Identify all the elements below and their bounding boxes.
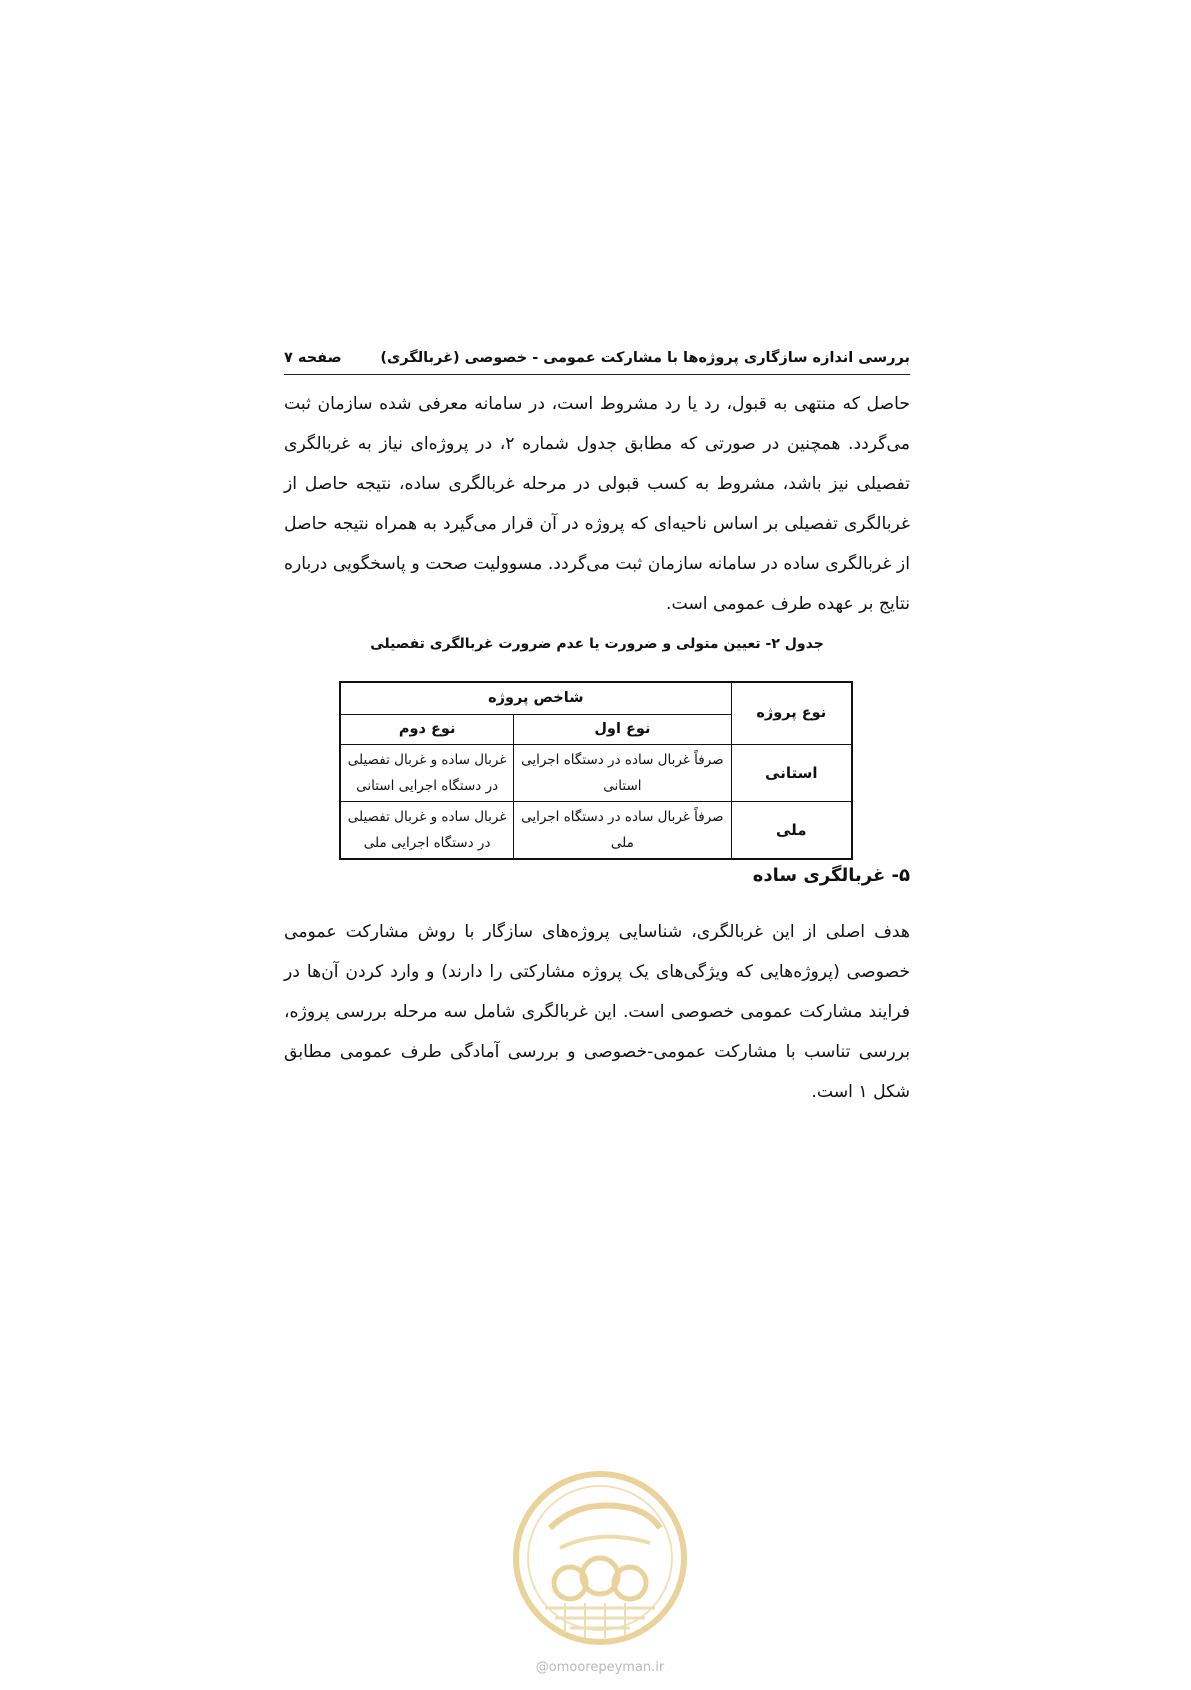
running-header [284,346,910,375]
cell-type-one [514,801,731,859]
row-label: استانی [731,744,852,801]
table-caption: جدول ۲- تعیین متولی و ضرورت یا عدم ضرورت غربالگری تفصیلی [370,636,824,652]
cell-text: غربال ساده و غربال تفصیلی در دستگاه اجرایی ملی [347,808,507,851]
table-header-row [340,682,852,714]
cell-type-one [514,744,731,801]
cell-text: صرفاً غربال ساده در دستگاه اجرایی استانی [521,751,724,794]
seal-logo-icon [510,1468,690,1648]
screening-table [339,681,853,860]
table-row [340,744,852,801]
header-type-two: نوع دوم [340,714,514,744]
watermark-url: @omoorepeyman.ir [535,1660,665,1675]
row-label: ملی [731,801,852,859]
cell-type-two [340,801,514,859]
cell-type-two [340,744,514,801]
cell-text: صرفاً غربال ساده در دستگاه اجرایی ملی [521,808,724,851]
section-heading: ۵- غربالگری ساده [752,865,910,886]
body-paragraph-1: حاصل که منتهی به قبول، رد یا رد مشروط است، در سامانه معرفی شده سازمان ثبت می‌گردد. همچنین در صورتی که مطابق جدول شماره ۲، در پروژه‌ای نیاز به غربالگری تفصیلی نیز باشد، مشروط به کسب قبولی در مرحله غربالگری ساده، نتیجه حاصل از غربالگری تفصیلی بر اساس ناحیه‌ای که پروژه در آن قرار می‌گیرد به همراه نتیجه حاصل از غربالگری ساده در سامانه سازمان ثبت می‌گردد. مسوولیت صحت و پاسخگویی درباره نتایج بر عهده طرف عمومی است. [284,394,910,614]
header-title: بررسی اندازه سازگاری پروژه‌ها با مشارکت عمومی - خصوصی (غربالگری) [380,350,910,366]
header-indicator: شاخص پروژه [340,682,731,714]
header-project-type: نوع پروژه [731,682,852,744]
table-row [340,801,852,859]
header-type-one: نوع اول [514,714,731,744]
cell-text: غربال ساده و غربال تفصیلی در دستگاه اجرایی استانی [347,751,507,794]
body-paragraph-2: هدف اصلی از این غربالگری، شناسایی پروژه‌های سازگار با روش مشارکت عمومی خصوصی (پروژه‌هایی که ویژگی‌های یک پروژه مشارکتی را دارند) و وارد کردن آن‌ها در فرایند مشارکت عمومی خصوصی است. این غربالگری شامل سه مرحله بررسی پروژه، بررسی تناسب با مشارکت عمومی-خصوصی و بررسی آمادگی طرف عمومی مطابق شکل ۱ است. [284,922,910,1102]
page-number: صفحه ۷ [284,350,342,366]
